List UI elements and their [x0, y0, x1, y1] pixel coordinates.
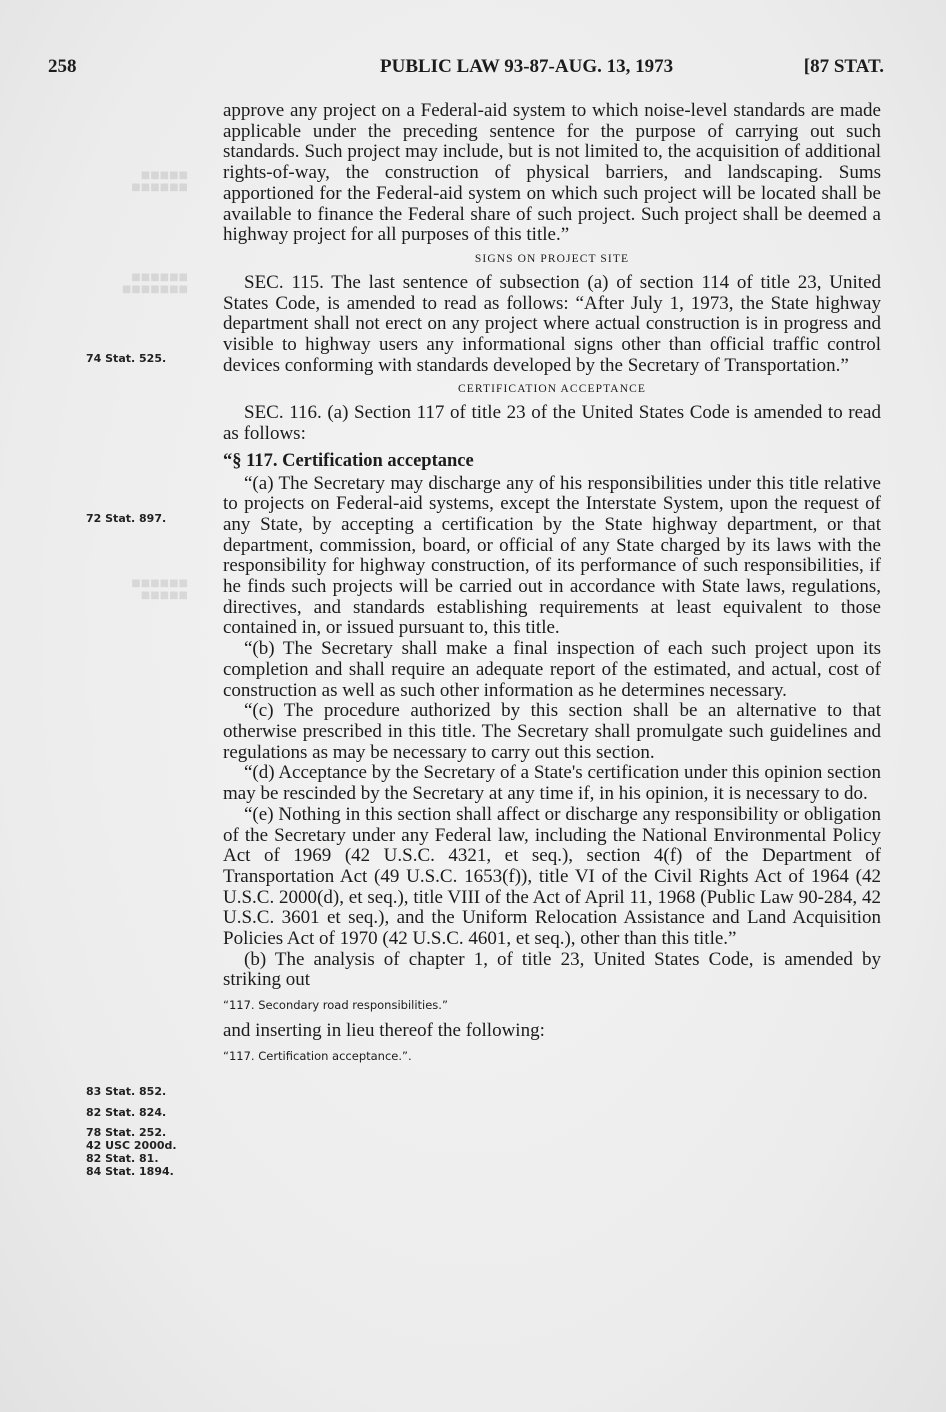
inserted-item: “117. Certification acceptance.”.	[223, 1048, 412, 1063]
page-header	[48, 56, 884, 84]
margin-citation-2: 72 Stat. 897.	[86, 512, 167, 525]
paragraph-sec-116: SEC. 116. (a) Section 117 of title 23 of the United States Code is amended to read as follows:	[223, 402, 881, 445]
body-text	[223, 101, 881, 1072]
paragraph-insert: and inserting in lieu thereof the following:	[223, 1020, 545, 1042]
page-number: 258	[48, 56, 77, 77]
margin-citation: 82 Stat. 81.	[86, 1152, 159, 1165]
paragraph-c: “(c) The procedure authorized by this section shall be an alternative to that otherwise prescribed in this title. The Secretary shall promulgate such guidelines and regulations as may be necessary to carry out this section.	[223, 700, 881, 763]
section-heading-signs: SIGNS ON PROJECT SITE	[474, 252, 630, 265]
paragraph: approve any project on a Federal-aid system to which noise-level standards are made applicable under the preceding sentence for the purpose of carrying out such standards. Such project may include, but is not limited to, the acquisition of additional rights-of-way, the construction of physical barriers, and landscaping. Sums apportioned for the Federal-aid system on which such project will be located shall be available to finance the Federal share of such project. Such project shall be deemed a highway project for all purposes of this title.”	[223, 100, 881, 246]
struck-item: “117. Secondary road responsibilities.”	[223, 998, 448, 1013]
section-heading-certification: CERTIFICATION ACCEPTANCE	[457, 383, 647, 396]
margin-citation: 83 Stat. 852.	[86, 1085, 167, 1098]
margin-citation-1: 74 Stat. 525.	[86, 352, 167, 365]
paragraph-b: “(b) The Secretary shall make a final inspection of each such project upon its completion and shall require an adequate report of the estimated, and actual, cost of construction as well as such other information as he determines necessary.	[223, 638, 881, 701]
paragraph-sec-115: SEC. 115. The last sentence of subsection (a) of section 114 of title 23, United States Code, is amended to read as follows: “After July 1, 1973, the State highway department shall not erect on any project where actual construction is in progress and visible to highway users any informational signs other than official traffic control devices conforming with standards developed by the Secretary of Transportation.”	[223, 271, 881, 376]
code-section-title: “§ 117. Certification acceptance	[223, 450, 474, 471]
running-title: PUBLIC LAW 93-87-AUG. 13, 1973	[380, 56, 674, 77]
margin-citation: 78 Stat. 252.	[86, 1126, 167, 1139]
paragraph-analysis: (b) The analysis of chapter 1, of title 23, United States Code, is amended by striking out	[223, 948, 881, 991]
paragraph-a: “(a) The Secretary may discharge any of his responsibilities under this title relative to projects on Federal-aid systems, except the Interstate System, upon the request of any State, by accepting a certification by the State highway department, or that department, commission, board, or official of any State charged by its laws with the responsibility for highway construction, of its performance of such responsibilities, if he finds such projects will be carried out in accordance with State laws, regulations, directives, and standards establishing requirements at least equivalent to those contained in, or issued pursuant to, this title.	[223, 472, 881, 639]
bleed-through-mark: ■■■■■■ ■■■■■	[131, 578, 188, 601]
paragraph-e: “(e) Nothing in this section shall affect or discharge any responsibility or obligation of the Secretary under any Federal law, including the National Environmental Policy Act of 1969 (42 U.S.C. 4321, et seq.), section 4(f) of the Department of Transportation Act (49 U.S.C. 1653(f)), title VI of the Civil Rights Act of 1964 (42 U.S.C. 2000(d), et seq.), title VIII of the Act of April 11, 1968 (Public Law 90-284, 42 U.S.C. 3601 et seq.), and the Uniform Relocation Assistance and Land Acquisition Policies Act of 1970 (42 U.S.C. 4601, et seq.), other than this title.”	[223, 803, 881, 950]
paragraph-d: “(d) Acceptance by the Secretary of a State's certification under this opinion section may be rescinded by the Secretary at any time if, in his opinion, it is necessary to do.	[223, 762, 881, 805]
margin-citation: 42 USC 2000d.	[86, 1139, 177, 1152]
bleed-through-mark: ■■■■■■ ■■■■■■■	[121, 272, 188, 295]
margin-citation: 82 Stat. 824.	[86, 1106, 167, 1119]
bleed-through-mark: ■■■■■ ■■■■■■	[131, 170, 188, 193]
margin-citation-group	[86, 1084, 206, 1178]
margin-citation: 84 Stat. 1894.	[86, 1165, 174, 1178]
stat-reference: [87 STAT.	[803, 56, 884, 77]
